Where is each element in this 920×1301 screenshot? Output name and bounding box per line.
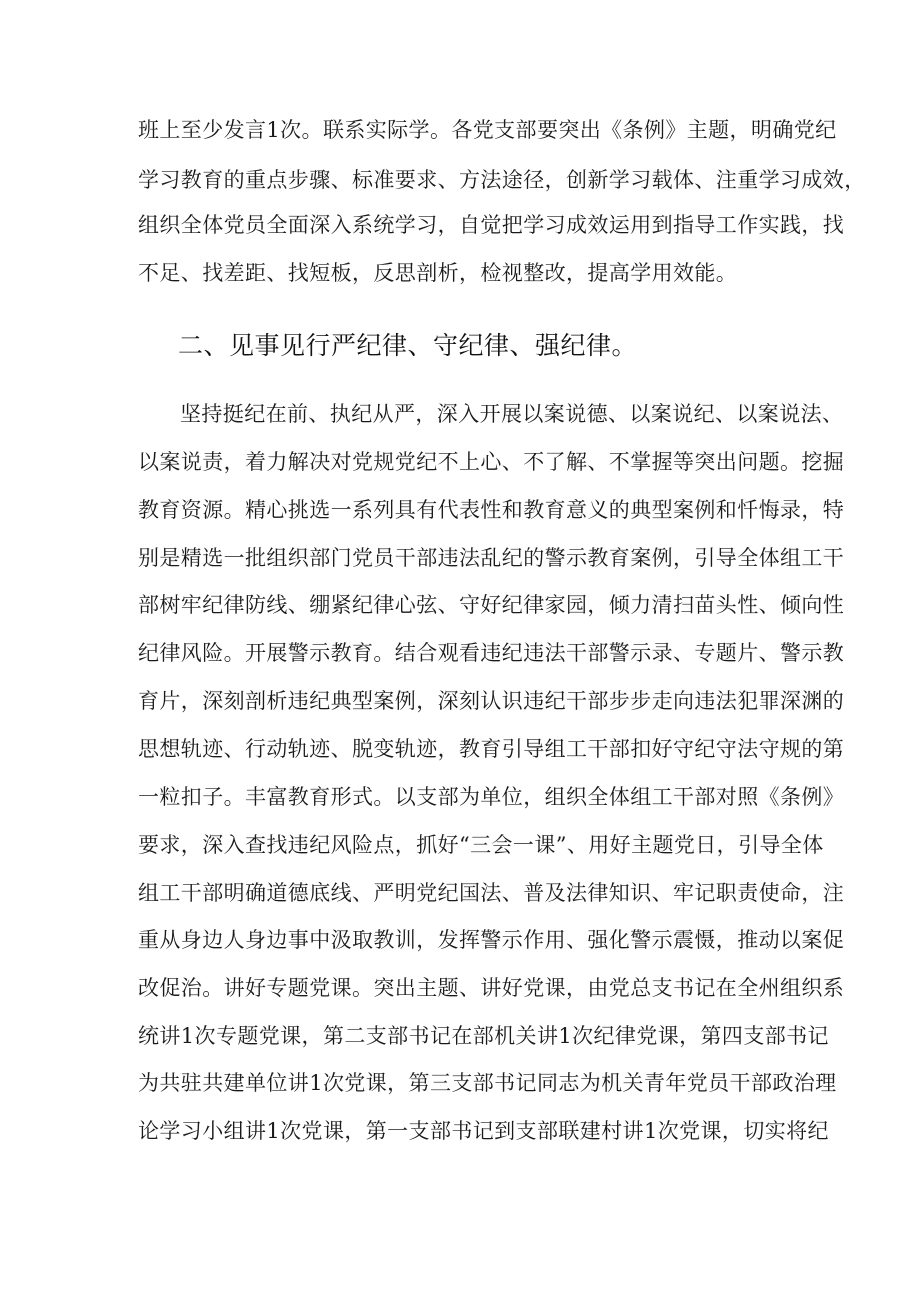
paragraph-2-line-8: 思想轨迹、行动轨迹、脱变轨迹，教育引导组工干部扣好守纪守法守规的第 bbox=[138, 737, 845, 761]
paragraph-1-line-1: 班上至少发言1次。联系实际学。各党支部要突出《条例》主题，明确党纪 bbox=[138, 118, 837, 142]
paragraph-2-line-11: 组工干部明确道德底线、严明党纪国法、普及法律知识、牢记职责使命，注 bbox=[138, 881, 845, 905]
paragraph-2-line-9: 一粒扣子。丰富教育形式。以支部为单位，组织全体组工干部对照《条例》 bbox=[138, 785, 845, 809]
paragraph-2-line-10: 要求，深入查找违纪风险点，抓好“三会一课”、用好主题党日，引导全体 bbox=[138, 833, 824, 857]
paragraph-2-line-12: 重从身边人身边事中汲取教训，发挥警示作用、强化警示震慑，推动以案促 bbox=[138, 928, 845, 952]
section-2-heading: 二、见事见行严纪律、守纪律、强纪律。 bbox=[178, 331, 638, 360]
paragraph-2-line-2: 以案说责，着力解决对党规党纪不上心、不了解、不掌握等突出问题。挖掘 bbox=[138, 450, 845, 474]
paragraph-2-line-7: 育片，深刻剖析违纪典型案例，深刻认识违纪干部步步走向违法犯罪深渊的 bbox=[138, 689, 845, 713]
paragraph-2-line-4: 别是精选一批组织部门党员干部违法乱纪的警示教育案例，引导全体组工干 bbox=[138, 546, 845, 570]
paragraph-2-line-14: 统讲1次专题党课，第二支部书记在部机关讲1次纪律党课，第四支部书记 bbox=[138, 1024, 829, 1048]
paragraph-2-line-1: 坚持挺纪在前、执纪从严，深入开展以案说德、以案说纪、以案说法、 bbox=[180, 402, 844, 426]
paragraph-1-line-2: 学习教育的重点步骤、标准要求、方法途径，创新学习载体、注重学习成效， bbox=[138, 168, 866, 192]
paragraph-1-line-4: 不足、找差距、找短板，反思剖析，检视整改，提高学用效能。 bbox=[138, 261, 738, 285]
paragraph-2-line-5: 部树牢纪律防线、绷紧纪律心弦、守好纪律家园，倾力清扫苗头性、倾向性 bbox=[138, 593, 845, 617]
paragraph-2-line-6: 纪律风险。开展警示教育。结合观看违纪违法干部警示录、专题片、警示教 bbox=[138, 641, 845, 665]
paragraph-2-line-13: 改促治。讲好专题党课。突出主题、讲好党课，由党总支书记在全州组织系 bbox=[138, 976, 845, 1000]
paragraph-2-line-16: 论学习小组讲1次党课，第一支部书记到支部联建村讲1次党课，切实将纪 bbox=[138, 1119, 829, 1143]
paragraph-2-line-15: 为共驻共建单位讲1次党课，第三支部书记同志为机关青年党员干部政治理 bbox=[138, 1071, 837, 1095]
paragraph-1-line-3: 组织全体党员全面深入系统学习，自觉把学习成效运用到指导工作实践，找 bbox=[138, 213, 845, 237]
paragraph-2-line-3: 教育资源。精心挑选一系列具有代表性和教育意义的典型案例和忏悔录，特 bbox=[138, 498, 845, 522]
